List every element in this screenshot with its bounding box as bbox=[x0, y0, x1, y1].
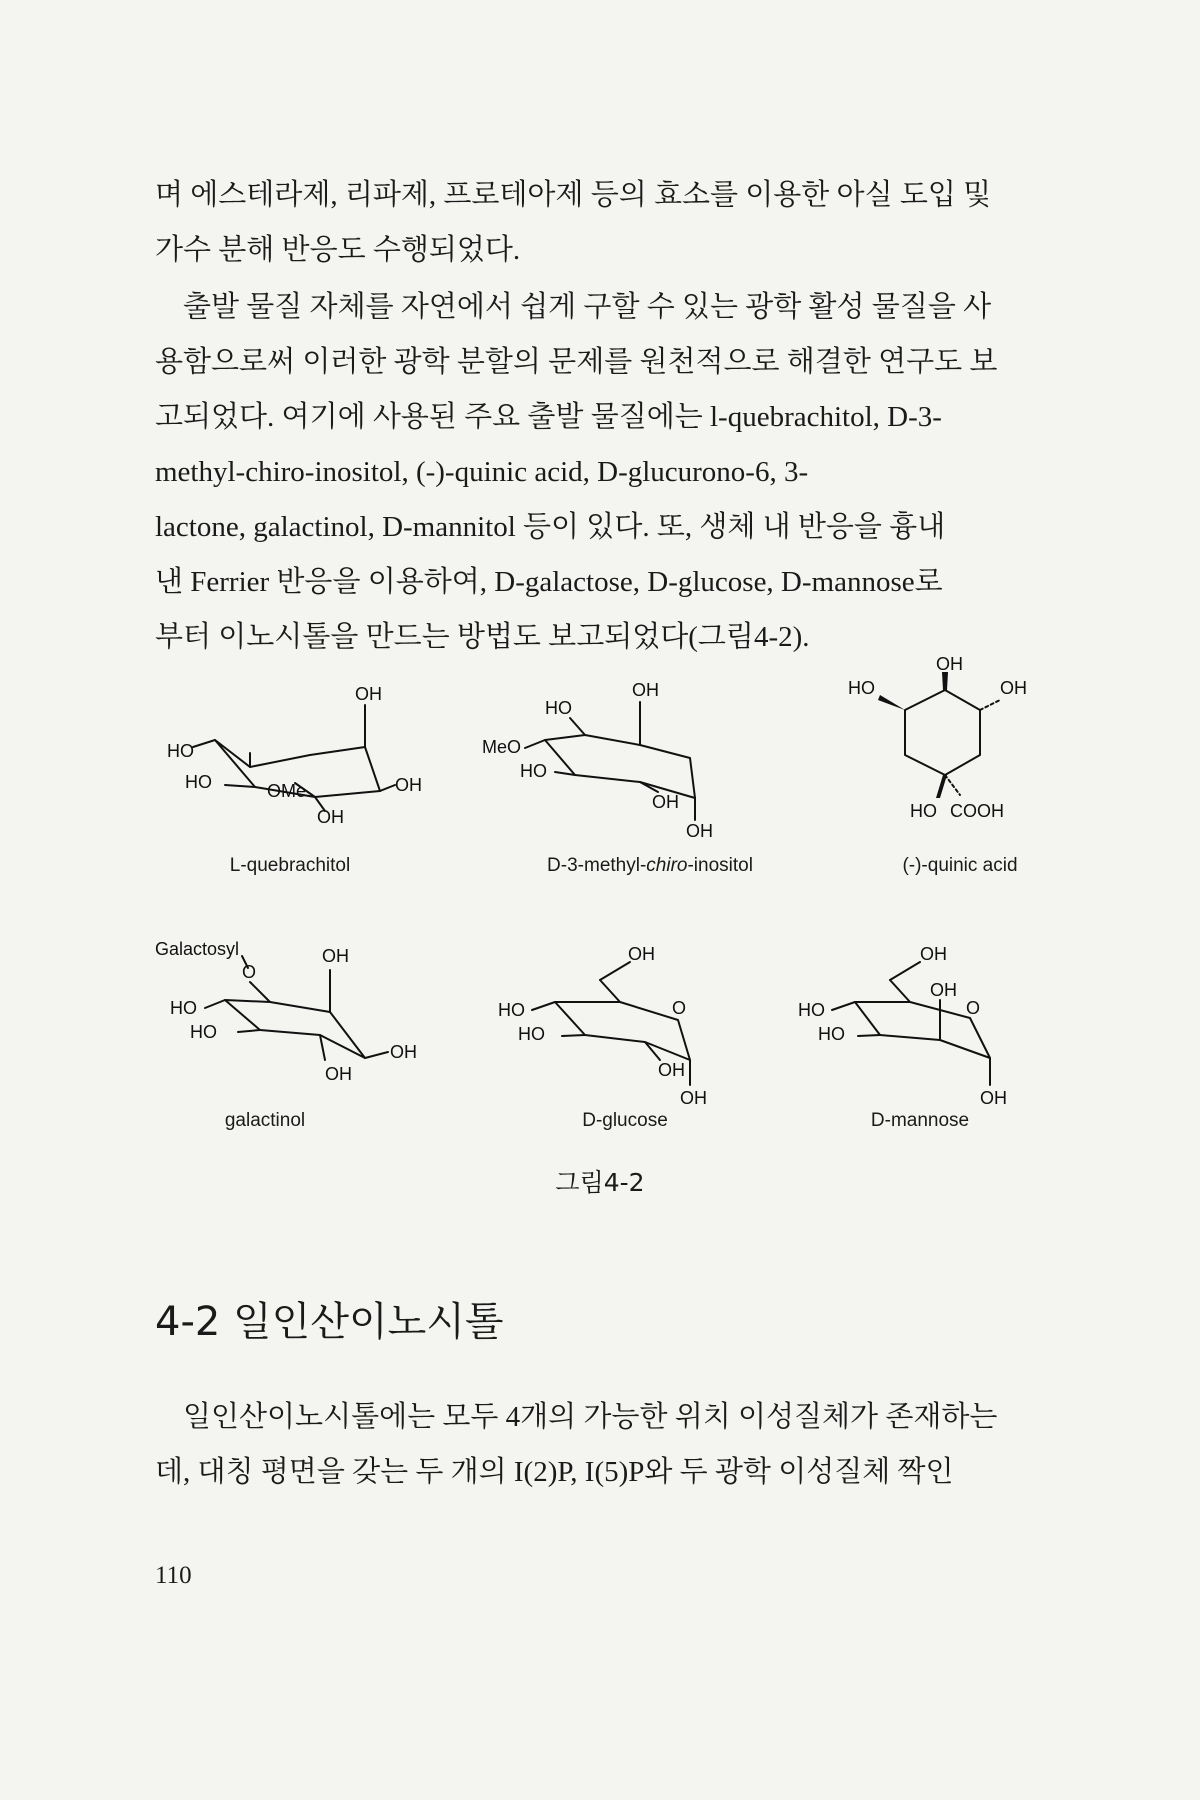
label: OH bbox=[322, 946, 349, 966]
label: O bbox=[242, 962, 257, 982]
label: OH bbox=[930, 980, 957, 1000]
text-line: 고되었다. 여기에 사용된 주요 출발 물질에는 l-quebrachitol, D-3- bbox=[155, 401, 942, 433]
quebrachitol-structure bbox=[155, 685, 425, 825]
label: OH bbox=[390, 1042, 417, 1062]
caption-quebrachitol: L-quebrachitol bbox=[229, 855, 351, 876]
section-heading: 4-2 일인산이노시톨 bbox=[155, 1299, 504, 1345]
text-line: 용함으로써 이러한 광학 분할의 문제를 원천적으로 해결한 연구도 보 bbox=[155, 346, 998, 378]
label: OH bbox=[680, 1088, 707, 1108]
label: O bbox=[672, 998, 687, 1018]
label: OH bbox=[686, 821, 713, 841]
text-line: lactone, galactinol, D-mannitol 등이 있다. 또, 생체 내 반응을 흉내 bbox=[155, 511, 946, 543]
mannose-structure bbox=[780, 940, 1050, 1110]
figure-caption: 그림4-2 bbox=[555, 1168, 645, 1197]
label: OH bbox=[920, 944, 947, 964]
methylchiro-structure bbox=[480, 680, 750, 840]
text-line: 가수 분해 반응도 수행되었다. bbox=[155, 234, 521, 266]
label: HO bbox=[798, 1000, 825, 1020]
text-line: 일인산이노시톨에는 모두 4개의 가능한 위치 이성질체가 존재하는 bbox=[183, 1401, 998, 1433]
caption-mannose: D-mannose bbox=[870, 1110, 970, 1131]
paragraph-3 bbox=[155, 1390, 1057, 1500]
caption-suffix: -inositol bbox=[687, 855, 753, 876]
label: O bbox=[966, 998, 981, 1018]
label: HO bbox=[818, 1024, 845, 1044]
label: OH bbox=[980, 1088, 1007, 1108]
text-line: 며 에스테라제, 리파제, 프로테아제 등의 효소를 이용한 아실 도입 및 bbox=[155, 179, 992, 211]
paragraph-1 bbox=[155, 168, 1057, 278]
quinic-structure bbox=[800, 654, 1050, 830]
label: HO bbox=[185, 772, 212, 792]
label: OH bbox=[936, 654, 963, 674]
molecule-galactinol bbox=[150, 940, 430, 1095]
molecule-glucose bbox=[480, 940, 750, 1115]
label: COOH bbox=[950, 801, 1004, 821]
label: HO bbox=[518, 1024, 545, 1044]
label: OH bbox=[317, 807, 344, 827]
label: HO bbox=[498, 1000, 525, 1020]
caption-prefix: D-3-methyl- bbox=[547, 855, 647, 876]
label: OH bbox=[1000, 678, 1027, 698]
label: OH bbox=[355, 684, 382, 704]
figure-4-2 bbox=[140, 654, 1080, 1200]
label: OH bbox=[628, 944, 655, 964]
glucose-structure bbox=[480, 940, 750, 1110]
label: MeO bbox=[482, 737, 522, 757]
molecule-methylchiroinositol bbox=[480, 680, 750, 845]
label: HO bbox=[545, 698, 572, 718]
caption-italic: chiro bbox=[646, 855, 688, 876]
paragraph-2 bbox=[155, 280, 1057, 665]
galactinol-structure bbox=[150, 940, 430, 1090]
label: Galactosyl bbox=[155, 939, 240, 959]
label: HO bbox=[190, 1022, 217, 1042]
molecule-quinic-acid bbox=[800, 654, 1050, 835]
label: OH bbox=[652, 792, 679, 812]
text-line: 부터 이노시톨을 만드는 방법도 보고되었다(그림4-2). bbox=[155, 621, 810, 653]
label: HO bbox=[170, 998, 197, 1018]
molecule-mannose bbox=[780, 940, 1050, 1115]
label: OH bbox=[395, 775, 422, 795]
text-line: 출발 물질 자체를 자연에서 쉽게 구할 수 있는 광학 활성 물질을 사 bbox=[183, 291, 992, 323]
caption-glucose: D-glucose bbox=[582, 1110, 668, 1131]
label: HO bbox=[848, 678, 875, 698]
label: OH bbox=[632, 680, 659, 700]
caption-methylchiroinositol bbox=[520, 855, 780, 877]
molecule-quebrachitol bbox=[155, 685, 425, 830]
caption-quinic-acid: (-)-quinic acid bbox=[902, 855, 1018, 876]
text-line: methyl-chiro-inositol, (-)-quinic acid, D-glucurono-6, 3- bbox=[155, 456, 809, 488]
label: OMe bbox=[267, 781, 307, 801]
label: HO bbox=[167, 741, 194, 761]
label: OH bbox=[658, 1060, 685, 1080]
label: HO bbox=[910, 801, 937, 821]
page-number: 110 bbox=[155, 1562, 192, 1589]
label: OH bbox=[325, 1064, 352, 1084]
label: HO bbox=[520, 761, 547, 781]
text-line: 낸 Ferrier 반응을 이용하여, D-galactose, D-glucose, D-mannose로 bbox=[155, 566, 943, 598]
text-line: 데, 대칭 평면을 갖는 두 개의 I(2)P, I(5)P와 두 광학 이성질체 짝인 bbox=[155, 1456, 954, 1488]
caption-galactinol: galactinol bbox=[224, 1110, 306, 1131]
